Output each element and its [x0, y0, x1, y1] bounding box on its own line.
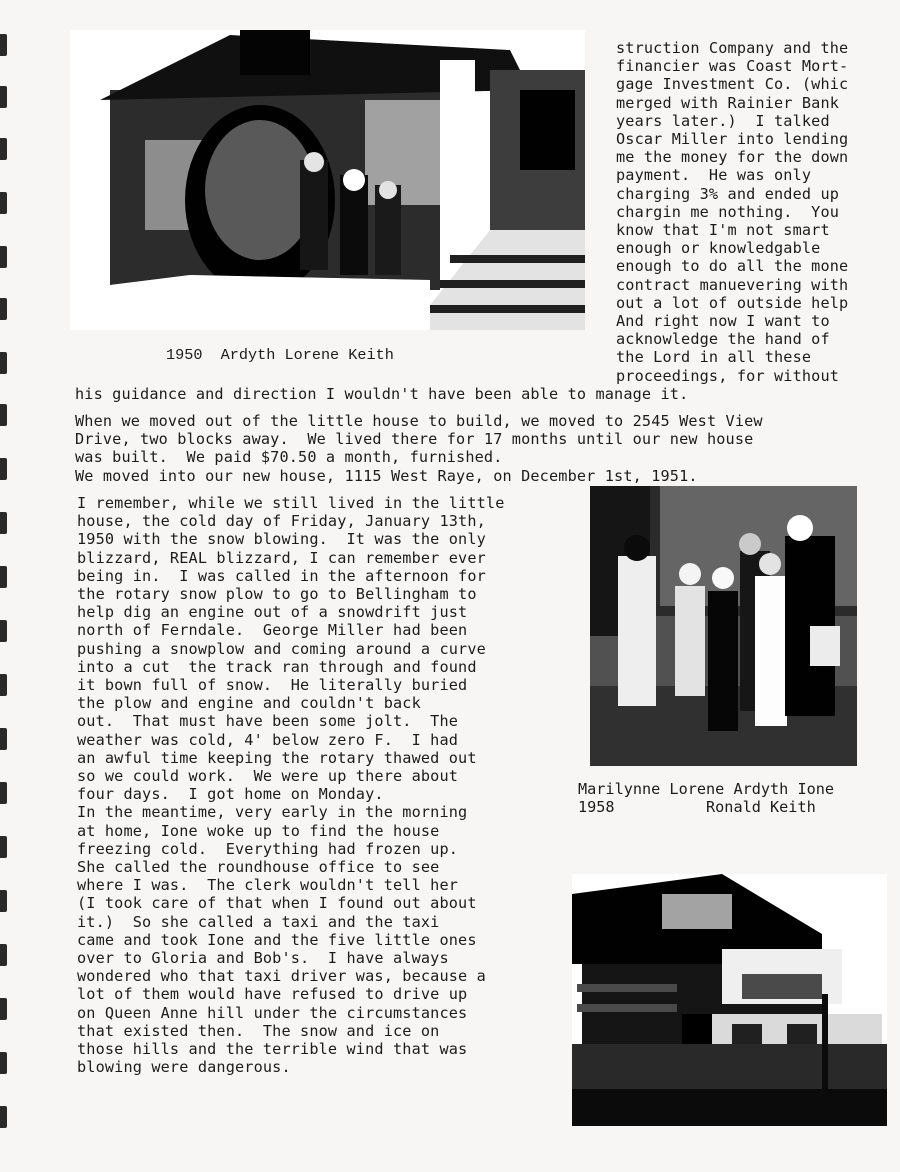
text-line: that existed then. The snow and ice on — [77, 1021, 440, 1040]
binding-hole — [0, 836, 7, 858]
text-line: Oscar Miller into lending — [616, 130, 849, 149]
text-line: 1950 with the snow blowing. It was the only — [77, 530, 486, 549]
text-line: When we moved out of the little house to build, we moved to 2545 West View — [75, 412, 763, 430]
text-line: four days. I got home on Monday. — [77, 785, 384, 804]
text-line: enough to do all the mone — [616, 257, 849, 276]
photo2-caption — [578, 780, 834, 816]
text-line: charging 3% and ended up — [616, 184, 840, 203]
text-line: contract manuevering with — [616, 275, 849, 294]
house-snow-photo — [70, 30, 585, 330]
binding-hole — [0, 352, 7, 374]
text-line: years later.) I talked — [616, 111, 830, 130]
text-line: freezing cold. Everything had frozen up. — [77, 839, 459, 858]
text-line: proceedings, for without — [616, 366, 840, 385]
text-line: the Lord in all these — [616, 348, 812, 367]
text-line: me the money for the down — [616, 148, 849, 167]
text-line: She called the roundhouse office to see — [77, 858, 440, 877]
text-line: an awful time keeping the rotary thawed out — [77, 748, 477, 767]
text-line: weather was cold, 4' below zero F. I had — [77, 730, 459, 749]
top-right-column-text — [616, 39, 848, 385]
caption-line: 1958 Ronald Keith — [578, 798, 816, 816]
binding-hole — [0, 298, 7, 320]
new-house-photo — [572, 874, 887, 1126]
text-line: wondered who that taxi driver was, because a — [77, 967, 486, 986]
binding-hole — [0, 86, 7, 108]
text-line: being in. I was called in the afternoon for — [77, 566, 486, 585]
spiral-binding — [0, 0, 10, 1172]
text-line: where I was. The clerk wouldn't tell her — [77, 876, 459, 895]
text-line: I remember, while we still lived in the little — [77, 494, 505, 512]
text-line: those hills and the terrible wind that was — [77, 1040, 468, 1059]
text-line: know that I'm not smart — [616, 221, 830, 240]
text-line: acknowledge the hand of — [616, 330, 830, 349]
text-line: blizzard, REAL blizzard, I can remember ever — [77, 548, 486, 567]
text-line: Drive, two blocks away. We lived there for 17 months until our new house — [75, 430, 754, 449]
text-line: chargin me nothing. You — [616, 202, 840, 221]
text-line: payment. He was only — [616, 166, 812, 185]
text-line: pushing a snowplow and coming around a curve — [77, 639, 486, 658]
text-line: house, the cold day of Friday, January 13th, — [77, 512, 486, 531]
text-line: And right now I want to — [616, 312, 830, 331]
binding-hole — [0, 728, 7, 750]
text-line: help dig an engine out of a snowdrift just — [77, 603, 468, 622]
text-line: the rotary snow plow to go to Bellingham to — [77, 585, 477, 604]
binding-hole — [0, 138, 7, 160]
binding-hole — [0, 246, 7, 268]
text-line: came and took Ione and the five little ones — [77, 930, 477, 949]
blizzard-story-text — [77, 494, 505, 1077]
text-line: merged with Rainier Bank — [616, 93, 840, 112]
binding-hole — [0, 1106, 7, 1128]
text-line: the plow and engine and couldn't back — [77, 694, 421, 713]
binding-hole — [0, 404, 7, 426]
binding-hole — [0, 998, 7, 1020]
text-line: north of Ferndale. George Miller had been — [77, 621, 468, 640]
text-line: (I took care of that when I found out about — [77, 894, 477, 913]
continuation-line: his guidance and direction I wouldn't have been able to manage it. — [75, 385, 689, 403]
text-line: struction Company and the — [616, 39, 849, 57]
text-line: into a cut the track ran through and found — [77, 657, 477, 676]
binding-hole — [0, 512, 7, 534]
text-line: out. That must have been some jolt. The — [77, 712, 459, 731]
text-line: on Queen Anne hill under the circumstances — [77, 1003, 468, 1022]
text-line: enough or knowledgable — [616, 239, 821, 258]
text-line: financier was Coast Mort- — [616, 57, 849, 76]
family-1958-photo — [590, 486, 857, 766]
binding-hole — [0, 192, 7, 214]
text-line: We moved into our new house, 1115 West Raye, on December 1st, 1951. — [75, 466, 698, 485]
binding-hole — [0, 944, 7, 966]
photo1-caption: 1950 Ardyth Lorene Keith — [166, 346, 394, 364]
caption-line: Marilynne Lorene Ardyth Ione — [578, 780, 835, 798]
binding-hole — [0, 566, 7, 588]
binding-hole — [0, 1052, 7, 1074]
text-line: blowing were dangerous. — [77, 1058, 291, 1077]
binding-hole — [0, 890, 7, 912]
text-line: at home, Ione woke up to find the house — [77, 821, 440, 840]
move-paragraph — [75, 412, 763, 485]
binding-hole — [0, 458, 7, 480]
text-line: so we could work. We were up there about — [77, 767, 459, 786]
binding-hole — [0, 782, 7, 804]
text-line: out a lot of outside help — [616, 293, 849, 312]
text-line: it bown full of snow. He literally buried — [77, 676, 468, 695]
binding-hole — [0, 674, 7, 696]
text-line: gage Investment Co. (whic — [616, 75, 849, 94]
text-line: was built. We paid $70.50 a month, furnished. — [75, 448, 503, 467]
binding-hole — [0, 620, 7, 642]
text-line: In the meantime, very early in the morning — [77, 803, 468, 822]
text-line: over to Gloria and Bob's. I have always — [77, 949, 449, 968]
text-line: it.) So she called a taxi and the taxi — [77, 912, 440, 931]
text-line: lot of them would have refused to drive up — [77, 985, 468, 1004]
binding-hole — [0, 34, 7, 56]
